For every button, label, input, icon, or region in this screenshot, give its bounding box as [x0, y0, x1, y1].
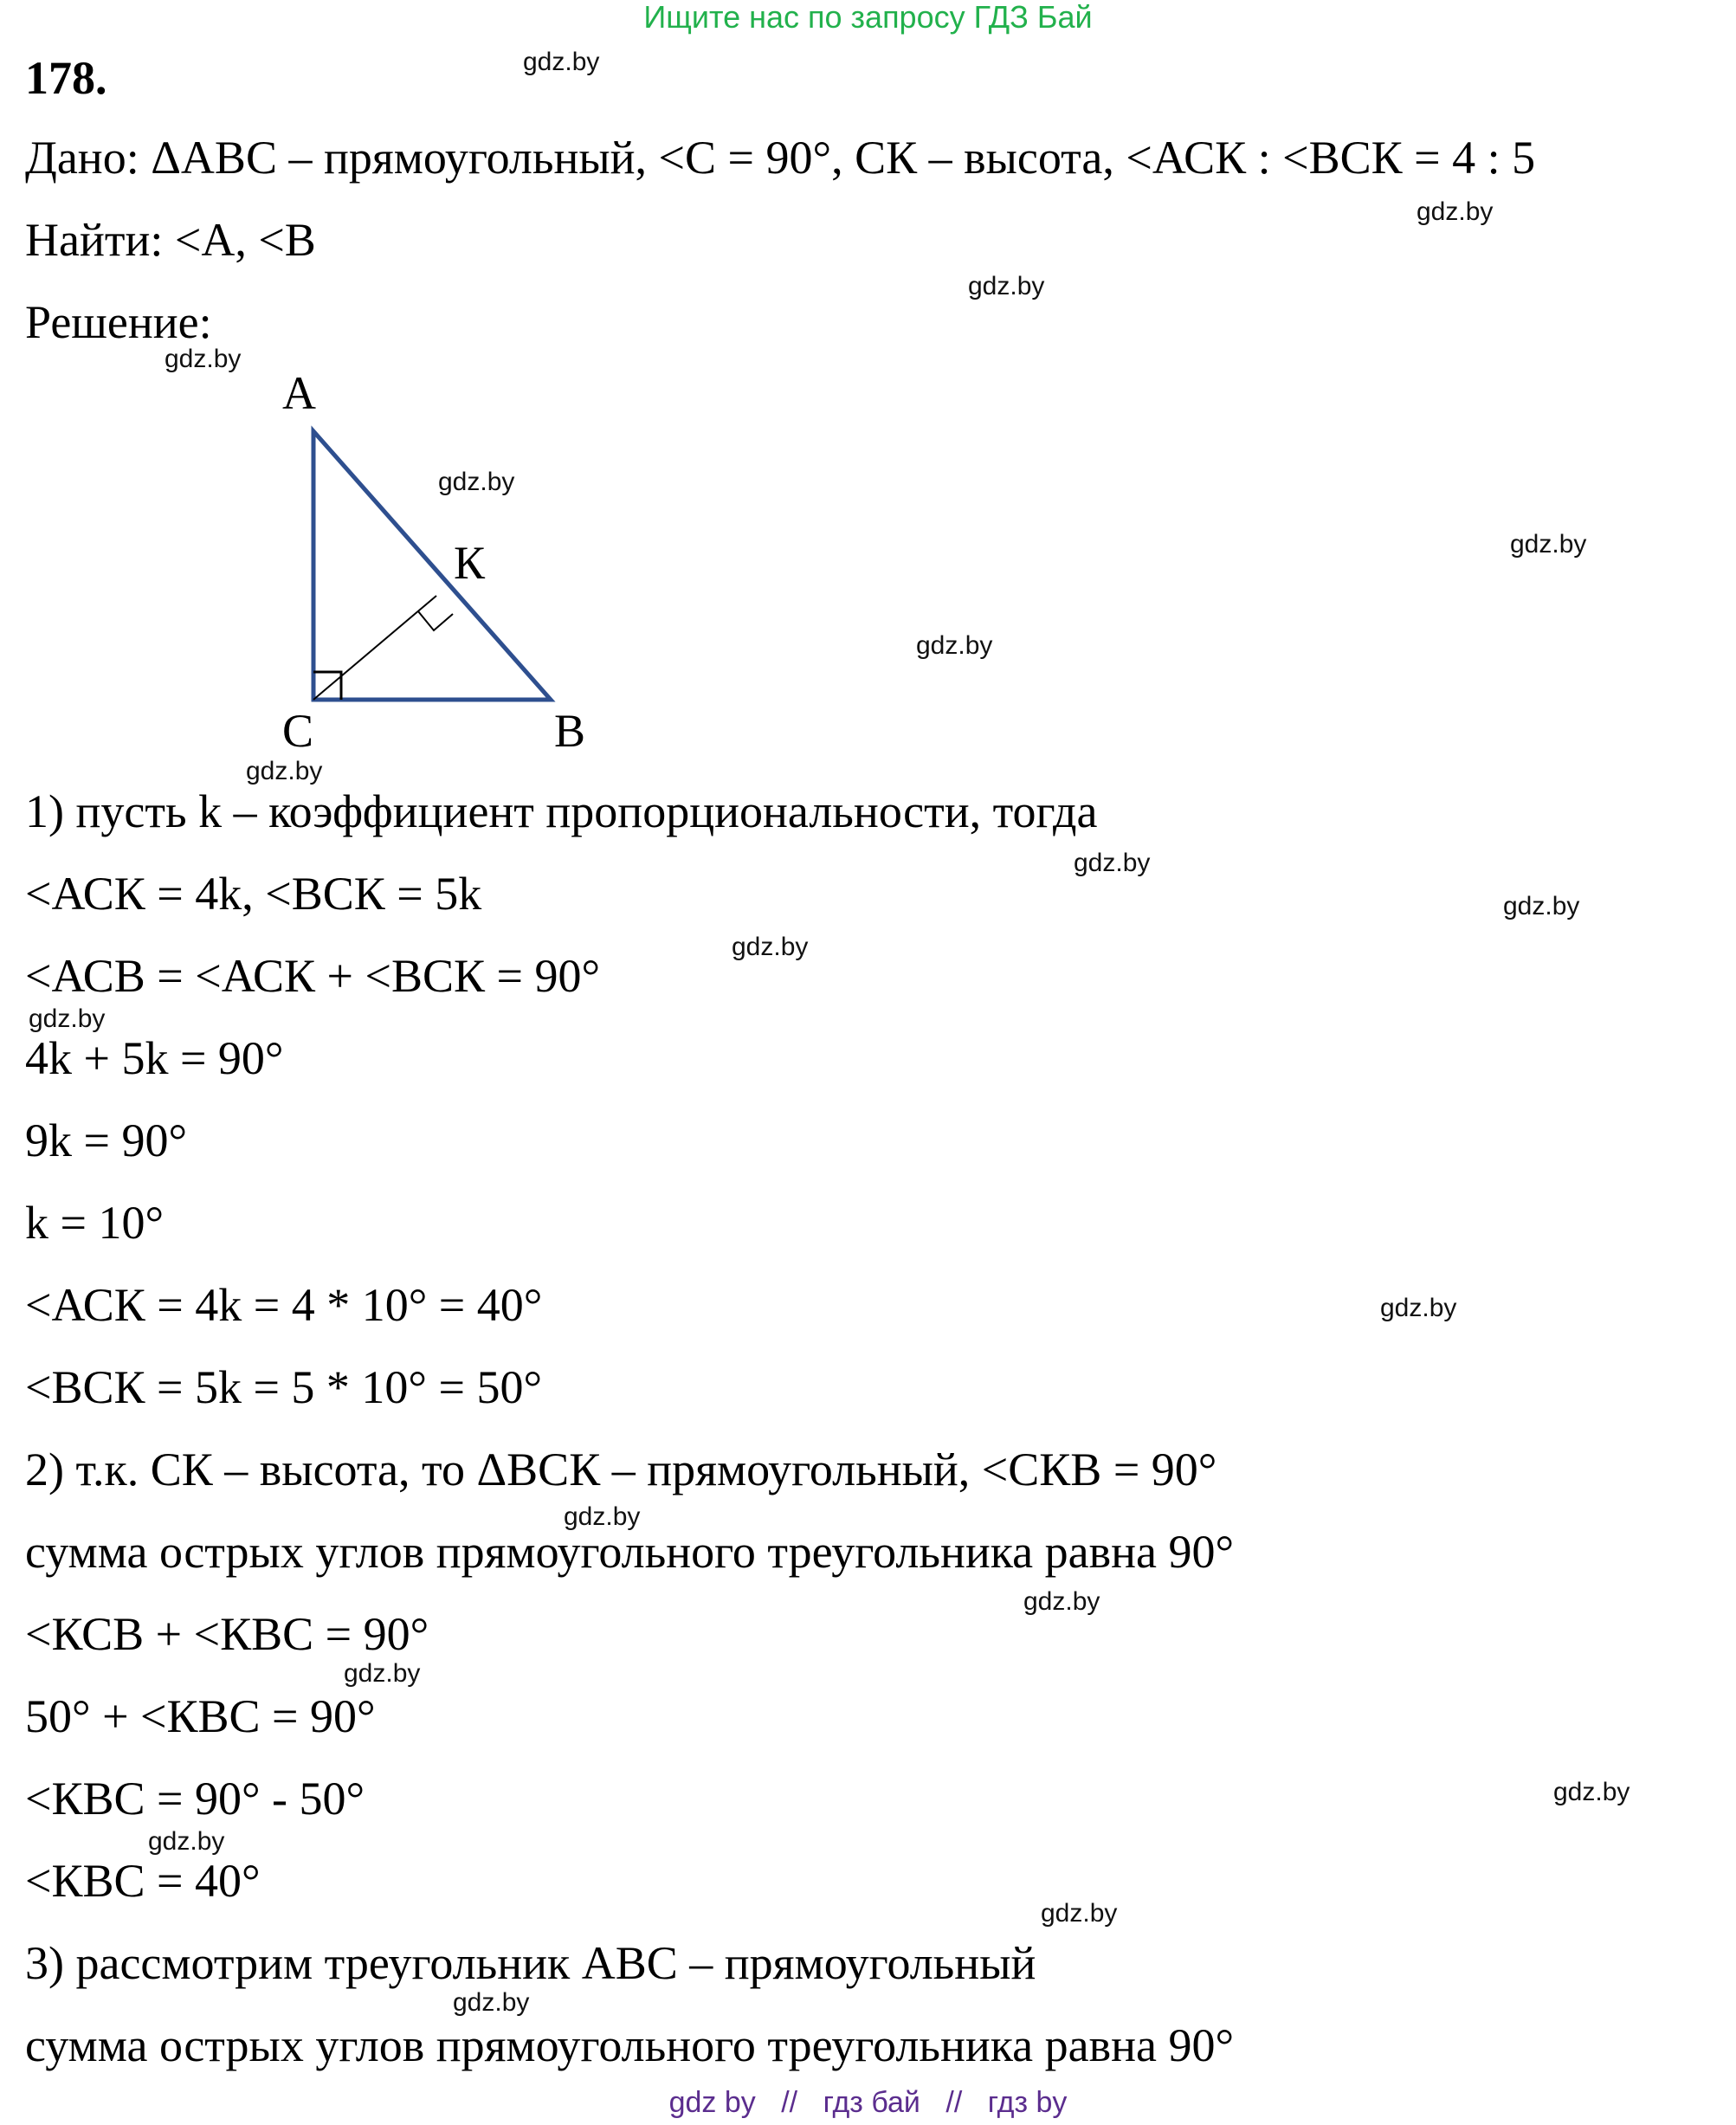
watermark: gdz.by	[1380, 1294, 1457, 1322]
watermark: gdz.by	[453, 1988, 530, 2017]
step-line: 1) пусть k – коэффициент пропорциональности, тогда	[25, 785, 1098, 837]
find-statement: Найти: <А, <В	[25, 214, 316, 266]
watermark: gdz.by	[1510, 530, 1587, 559]
step-line: 9k = 90°	[25, 1114, 188, 1166]
right-angle-mark-k	[418, 611, 453, 630]
step-line: сумма острых углов прямоугольного треугольника равна 90°	[25, 2019, 1235, 2071]
step-line: <АСК = 4k, <ВСК = 5k	[25, 868, 482, 920]
footer-separator: //	[945, 2086, 963, 2119]
watermark: gdz.by	[1503, 892, 1580, 920]
step-line: <АСВ = <АСК + <ВСК = 90°	[25, 950, 601, 1002]
given-statement: Дано: ΔАВС – прямоугольный, <С = 90°, СК – высота, <АСК : <ВСК = 4 : 5	[25, 132, 1536, 184]
problem-number: 178.	[25, 52, 107, 104]
triangle-abc	[313, 431, 551, 700]
watermark: gdz.by	[1553, 1778, 1630, 1806]
watermark: gdz.by	[438, 468, 515, 496]
vertex-label-k: К	[454, 537, 486, 589]
solution-heading: Решение:	[25, 296, 212, 348]
watermark: gdz.by	[1417, 197, 1494, 226]
footer-link[interactable]: гдз by	[987, 2086, 1068, 2119]
footer-links	[0, 2085, 1736, 2120]
watermark: gdz.by	[564, 1502, 641, 1531]
step-line: <КВС = 40°	[25, 1855, 261, 1907]
triangle-diagram	[260, 372, 623, 775]
watermark: gdz.by	[523, 48, 600, 76]
watermark: gdz.by	[1074, 849, 1151, 877]
step-line: <КВС = 90° - 50°	[25, 1773, 365, 1825]
step-line: <ВСК = 5k = 5 * 10° = 50°	[25, 1361, 543, 1413]
watermark: gdz.by	[165, 345, 242, 373]
step-line: <КСВ + <КВС = 90°	[25, 1608, 429, 1660]
step-line: сумма острых углов прямоугольного треугольника равна 90°	[25, 1526, 1235, 1578]
watermark: gdz.by	[732, 933, 809, 961]
footer-separator: //	[781, 2086, 798, 2119]
step-line: 50° + <КВС = 90°	[25, 1690, 376, 1742]
vertex-label-c: С	[282, 705, 314, 757]
step-line: 4k + 5k = 90°	[25, 1032, 284, 1084]
step-line: k = 10°	[25, 1197, 165, 1249]
footer-link[interactable]: гдз бай	[823, 2086, 920, 2119]
watermark: gdz.by	[1041, 1899, 1118, 1928]
step-line: <АСК = 4k = 4 * 10° = 40°	[25, 1279, 543, 1331]
watermark: gdz.by	[968, 272, 1045, 300]
watermark: gdz.by	[916, 631, 993, 660]
watermark: gdz.by	[344, 1659, 421, 1688]
top-banner[interactable]: Ищите нас по запросу ГДЗ Бай	[643, 0, 1093, 35]
altitude-ck	[313, 596, 436, 700]
step-line: 2) т.к. СК – высота, то ΔВСК – прямоугольный, <СКВ = 90°	[25, 1444, 1217, 1495]
step-line: 3) рассмотрим треугольник АВС – прямоугольный	[25, 1937, 1036, 1989]
watermark: gdz.by	[1023, 1587, 1100, 1616]
vertex-label-b: В	[554, 705, 586, 757]
watermark: gdz.by	[246, 757, 323, 785]
footer-link[interactable]: gdz by	[668, 2086, 756, 2119]
watermark: gdz.by	[29, 1004, 106, 1033]
vertex-label-a: А	[282, 372, 316, 419]
watermark: gdz.by	[148, 1827, 225, 1856]
